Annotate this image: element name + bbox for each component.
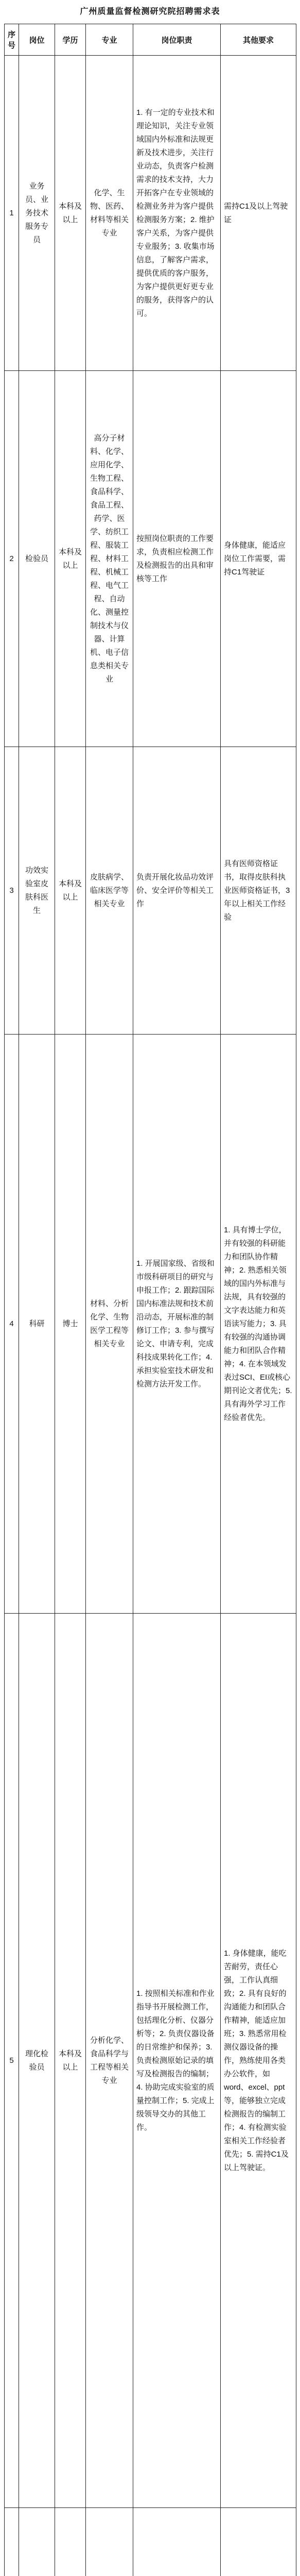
row-no: 5: [5, 1614, 19, 2508]
row-education: 本科及以上: [55, 1614, 86, 2508]
row-major: [86, 2508, 133, 2576]
row-education: 博士: [55, 1035, 86, 1614]
row-requirements: 需持C1及以上驾驶证: [221, 56, 296, 371]
header-position: 岗位: [19, 24, 55, 56]
row-major: 高分子材料、化学、应用化学、生物工程、食品科学、食品工程、药学、医学、纺织工程、服装工程、材料工程、机械工程、电气工程、自动化、测量控制技术与仪器、计算机、电子信息类相关专业: [86, 371, 133, 747]
header-duties: 岗位职责: [133, 24, 221, 56]
recruitment-table: [4, 24, 296, 2576]
table-row: [5, 1035, 296, 1614]
page-title: 广州质量监督检测研究院招聘需求表: [80, 7, 220, 16]
header-requirements: 其他要求: [221, 24, 296, 56]
row-duties: 按照岗位职责的工作要求，负责相应检测工作及检测报告的出具和审核等工作: [133, 371, 221, 747]
row-education: 本科及以上: [55, 747, 86, 1035]
table-row: [5, 747, 296, 1035]
row-duties: 负责开展化妆品功效评价、安全评价等相关工作: [133, 747, 221, 1035]
row-duties: 1. 开展国家级、省级和市级科研项目的研究与申报工作；2. 跟踪国际国内标准法规和技术前沿动态，开展标准的制修订工作；3. 参与撰写论文、申请专利，完成科技成果转化工作；4. 承担实验室技术研发和检测方法开发工作。: [133, 1035, 221, 1614]
row-education: 本科及以上: [55, 371, 86, 747]
row-position: 检验员: [19, 371, 55, 747]
row-requirements: 身体健康，能适应岗位工作需要，需持C1驾驶证: [221, 371, 296, 747]
row-requirements: 1. 具有博士学位，并有较强的科研能力和团队协作精神；2. 熟悉相关领域的国内外标准与法规，具有较强的文字表达能力和英语读写能力；3. 具有较强的沟通协调能力和团队合作精神；4. 在本领域发表过SCI、EI或核心期刊论文者优先；5. 具有海外学习工作经验者优先。: [221, 1035, 296, 1614]
table-row: [5, 2508, 296, 2576]
row-requirements: 具有医师资格证书，取得皮肤科执业医师资格证书，3年以上相关工作经验: [221, 747, 296, 1035]
row-position: [19, 2508, 55, 2576]
table-row: [5, 56, 296, 371]
table-header-row: [5, 24, 296, 56]
row-major: 材料、分析化学、生物医学工程等相关专业: [86, 1035, 133, 1614]
row-no: 3: [5, 747, 19, 1035]
row-duties: 1. 按照相关标准和作业指导书开展检测工作，包括理化分析、仪器分析等；2. 负责仪器设备的日常维护和保养；3. 负责检测原始记录的填写及检测报告的编制；4. 协助完成实验室的质量控制工作；5. 完成上级领导交办的其他工作。: [133, 1614, 221, 2508]
row-position: 业务员、业务技术服务专员: [19, 56, 55, 371]
row-position: 理化检验员: [19, 1614, 55, 2508]
row-major: 皮肤病学、临床医学等相关专业: [86, 747, 133, 1035]
row-duties: 1. 有一定的专业技术和理论知识，关注专业领域国内外标准和法规更新及技术进步，关注行业动态，负责客户检测需求的技术支持，大力开拓客户在专业领域的检测业务并为客户提供检测服务方案；2. 维护客户关系，为客户提供专业服务；3. 收集市场信息，了解客户需求，提供优质的客户服务，为客户提供更好更专业的服务，获得客户的认可。: [133, 56, 221, 371]
table-row: [5, 371, 296, 747]
row-no: 4: [5, 1035, 19, 1614]
header-education: 学历: [55, 24, 86, 56]
row-no: 2: [5, 371, 19, 747]
row-requirements: [221, 2508, 296, 2576]
row-requirements: 1. 身体健康，能吃苦耐劳，责任心强，工作认真细致；2. 具有良好的沟通能力和团队合作精神，能适应加班；3. 熟悉常用检测仪器设备的操作，熟练使用各类办公软件，如word、excel、ppt等，能够独立完成检测报告的编制工作；4. 有检测实验室相关工作经验者优先；5. 需持C1及以上驾驶证。: [221, 1614, 296, 2508]
row-major: 化学、生物、医药、材料等相关专业: [86, 56, 133, 371]
header-no: 序号: [5, 24, 19, 56]
row-no: [5, 2508, 19, 2576]
row-major: 分析化学、食品科学与工程等相关专业: [86, 1614, 133, 2508]
row-no: 1: [5, 56, 19, 371]
row-position: 功效实验室皮肤科医生: [19, 747, 55, 1035]
table-row: [5, 1614, 296, 2508]
row-education: 本科及以上: [55, 56, 86, 371]
row-education: [55, 2508, 86, 2576]
header-major: 专业: [86, 24, 133, 56]
row-position: 科研: [19, 1035, 55, 1614]
row-duties: [133, 2508, 221, 2576]
